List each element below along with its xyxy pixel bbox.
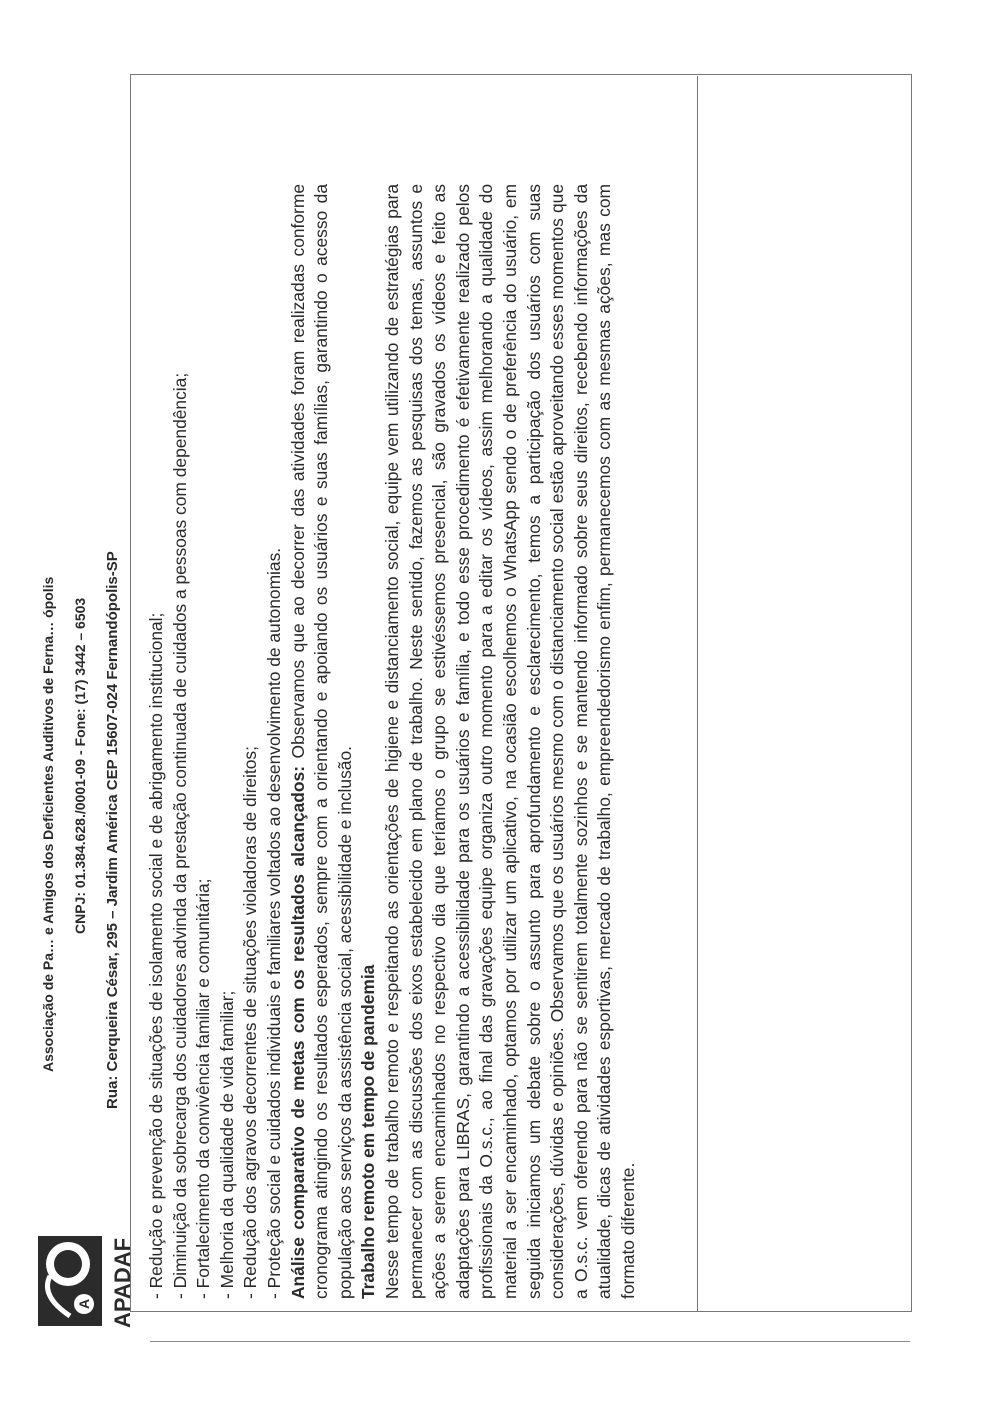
list-item: - Redução dos agravos decorrentes de situações violadoras de direitos; bbox=[240, 746, 261, 1299]
address: Rua: Cerqueira César, 295 – Jardim América CEP 15607-024 Fernandópolis-SP bbox=[104, 551, 121, 1109]
report-body bbox=[145, 184, 640, 1299]
list-item: - Fortalecimento da convivência familiar e comunitária; bbox=[193, 878, 214, 1299]
cnpj-phone: CNPJ: 01.384.628./0001-09 - Fone: (17) 3442 – 6503 bbox=[72, 597, 88, 934]
analysis-label: Análise comparativo de metas com os resultados alcançados: bbox=[287, 765, 308, 1299]
analysis-paragraph bbox=[287, 184, 358, 1299]
list-item: - Diminuição da sobrecarga dos cuidadores advinda da prestação continuada de cuidados a pessoas com dependência; bbox=[169, 372, 190, 1299]
section-heading: Trabalho remoto em tempo de pandemia bbox=[358, 964, 379, 1299]
remote-work-paragraph: Nesse tempo de trabalho remoto e respeitando as orientações de higiene e distanciamento social, equipe vem utilizando de estratégias para permanecer com as discussões dos eixos estabelecido em plano de trabalho. Neste sentido, fazemos as pesquisas dos temas, assuntos e ações a serem encaminhados no respectivo dia que teríamos o grupo se estivéssemos presencial, são gravados os vídeos e feito as adaptações para LIBRAS, garantindo a acessibilidade para os usuários e família, e todo esse procedimento é efetivamente realizado pelos profissionais da O.s.c., ao final das gravações equipe organiza outro momento para a editar os vídeos, assim melhorando a qualidade do material a ser encaminhado, optamos por utilizar um aplicativo, na ocasião escolhemos o WhatsApp sendo o de preferência do usuário, em seguida iniciamos um debate sobre o assunto para aprofundamento e esclarecimento, temos a participação dos usuários com suas considerações, dúvidas e opiniões. Observamos que os usuários mesmo com o distanciamento social estão aproveitando esses momentos que a O.s.c. vem oferendo para não se sentirem totalmente sozinhos e se mantendo informado sobre seus direitos, recebendo informações da atualidade, dicas de atividades esportivas, mercado de trabalho, empreendedorismo enfim, permanecemos com as mesmas ações, mas com formato diferente. bbox=[381, 184, 638, 1299]
list-item: - Proteção social e cuidados individuais e familiares voltados ao desenvolvimento de autonomias. bbox=[263, 547, 284, 1299]
org-name: Associação de Pa… e Amigos dos Deficientes Auditivos de Ferna… ópolis bbox=[40, 576, 56, 1072]
analysis-text: Observamos que ao decorrer das atividades foram realizadas conforme cronograma atingindo os resultados esperados, sempre com a orientando e apoiando os usuários e suas famílias, garantindo o acesso da população aos serviços da assistência social, acessibilidade e inclusão. bbox=[287, 184, 355, 1299]
logo-letter: A bbox=[76, 1298, 92, 1309]
table-divider bbox=[697, 76, 698, 1312]
margin-line bbox=[150, 1341, 910, 1342]
logo-text: APADAF bbox=[110, 1237, 135, 1328]
list-item: - Redução e prevenção de situações de isolamento social e de abrigamento institucional; bbox=[146, 612, 166, 1299]
list-item: - Melhoria da qualidade de vida familiar; bbox=[216, 990, 237, 1299]
apadaf-logo bbox=[30, 1186, 140, 1336]
